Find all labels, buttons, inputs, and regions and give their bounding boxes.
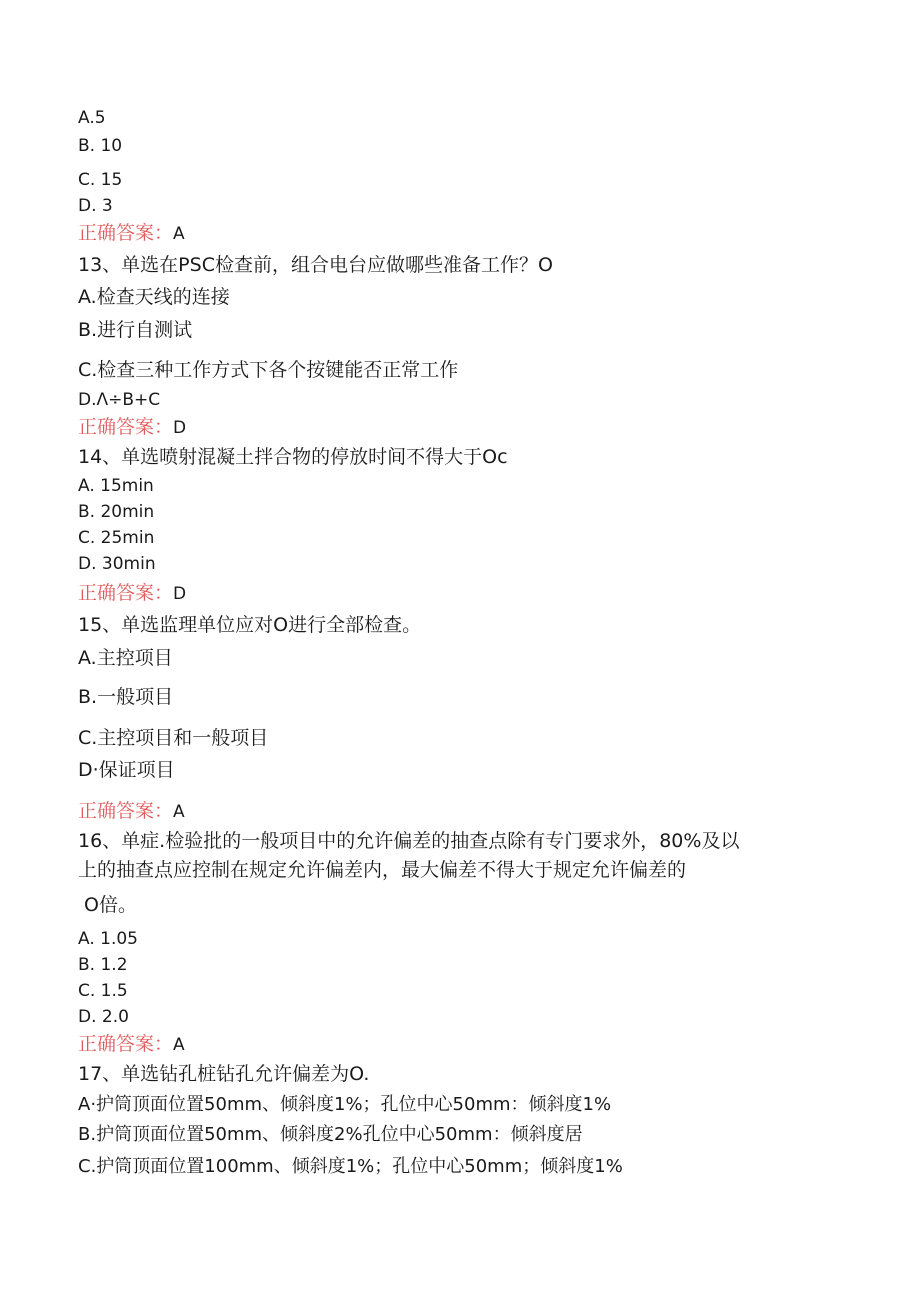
q14-option-b: B. 20min [78, 502, 155, 522]
q15-option-b: B.一般项目 [78, 686, 174, 708]
q14-answer [78, 584, 186, 603]
q12-option-b: B. 10 [78, 136, 123, 156]
q14-answer-value: D [173, 584, 187, 604]
q15-question: 15、单选监理单位应对O进行全部检查。 [78, 614, 422, 636]
q15-option-a: A.主控项目 [78, 647, 173, 669]
q16-option-a: A. 1.05 [78, 929, 138, 949]
q13-question: 13、单选在PSC检查前，组合电台应做哪些准备工作？O [78, 254, 553, 276]
q16-question-line-3: O倍。 [78, 894, 137, 916]
q14-option-c: C. 25min [78, 528, 155, 548]
q12-answer-label: 正确答案： [78, 222, 174, 244]
q12-option-d: D. 3 [78, 196, 113, 216]
q12-option-c: C. 15 [78, 170, 123, 190]
q17-option-a: A·护筒顶面位置50mm、倾斜度1%；孔位中心50mm：倾斜度1% [78, 1094, 612, 1115]
q13-answer-label: 正确答案： [78, 416, 174, 438]
q13-option-a: A.检查天线的连接 [78, 286, 230, 308]
q16-option-b: B. 1.2 [78, 955, 128, 975]
q16-option-d: D. 2.0 [78, 1007, 129, 1027]
q16-answer [78, 1035, 185, 1054]
q14-answer-label: 正确答案： [78, 582, 174, 604]
q12-option-a: A.5 [78, 108, 106, 128]
q15-option-d: D·保证项目 [78, 759, 175, 781]
q16-question-line-2: 上的抽查点应控制在规定允许偏差内，最大偏差不得大于规定允许偏差的 [78, 859, 687, 881]
q16-answer-value: A [173, 1035, 185, 1055]
q13-option-b: B.进行自测试 [78, 319, 193, 341]
q14-option-d: D. 30min [78, 554, 156, 574]
q17-option-b: B.护筒顶面位置50mm、倾斜度2%孔位中心50mm：倾斜度居 [78, 1124, 583, 1145]
q13-option-d: D.Λ÷B+C [78, 390, 161, 410]
q13-answer-value: D [173, 418, 187, 438]
q15-answer-value: A [173, 802, 185, 822]
q14-question: 14、单选喷射混凝土拌合物的停放时间不得大于Oc [78, 446, 508, 468]
q12-answer [78, 224, 185, 243]
q12-answer-value: A [173, 224, 185, 244]
q13-answer [78, 418, 186, 437]
q15-option-c: C.主控项目和一般项目 [78, 727, 269, 749]
q14-option-a: A. 15min [78, 476, 154, 496]
q15-answer-label: 正确答案： [78, 800, 174, 822]
q16-option-c: C. 1.5 [78, 981, 128, 1001]
q17-question: 17、单选钻孔桩钻孔允许偏差为O. [78, 1063, 370, 1085]
q15-answer [78, 802, 185, 821]
q17-option-c: C.护筒顶面位置100mm、倾斜度1%；孔位中心50mm；倾斜度1% [78, 1156, 623, 1177]
q16-answer-label: 正确答案： [78, 1033, 174, 1055]
q16-question-line-1: 16、单症.检验批的一般项目中的允许偏差的抽查点除有专门要求外，80%及以 [78, 830, 740, 852]
q13-option-c: C.检查三种工作方式下各个按键能否正常工作 [78, 359, 459, 381]
